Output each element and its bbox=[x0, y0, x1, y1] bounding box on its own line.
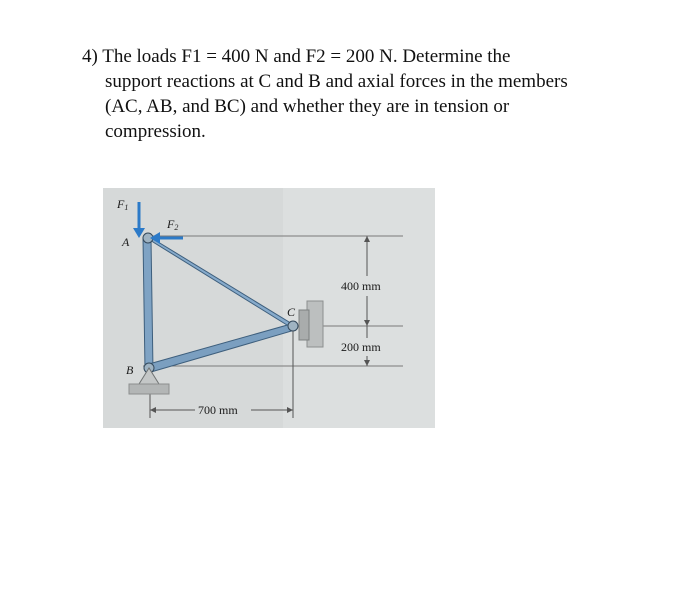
problem-statement bbox=[82, 44, 682, 144]
truss-diagram bbox=[103, 188, 435, 428]
dim-400-label: 400 mm bbox=[341, 279, 381, 293]
dim-700-label: 700 mm bbox=[198, 403, 238, 417]
problem-line-2: support reactions at C and B and axial forces in the members bbox=[105, 71, 568, 92]
member-ab bbox=[143, 238, 153, 370]
label-c: C bbox=[287, 305, 296, 319]
label-f1: F1 bbox=[117, 197, 129, 212]
label-f2: F2 bbox=[167, 217, 179, 232]
label-b: B bbox=[126, 363, 134, 377]
label-a: A bbox=[122, 235, 130, 249]
dim-200-label: 200 mm bbox=[341, 340, 381, 354]
joint-c bbox=[288, 321, 298, 331]
problem-line-1: 4) The loads F1 = 400 N and F2 = 200 N. Determine the bbox=[82, 46, 511, 67]
bracket-c bbox=[299, 310, 309, 340]
truss-figure bbox=[103, 188, 435, 428]
ground-b bbox=[129, 384, 169, 394]
problem-line-3: (AC, AB, and BC) and whether they are in tension or bbox=[105, 96, 510, 117]
problem-line-4: compression. bbox=[105, 121, 206, 142]
